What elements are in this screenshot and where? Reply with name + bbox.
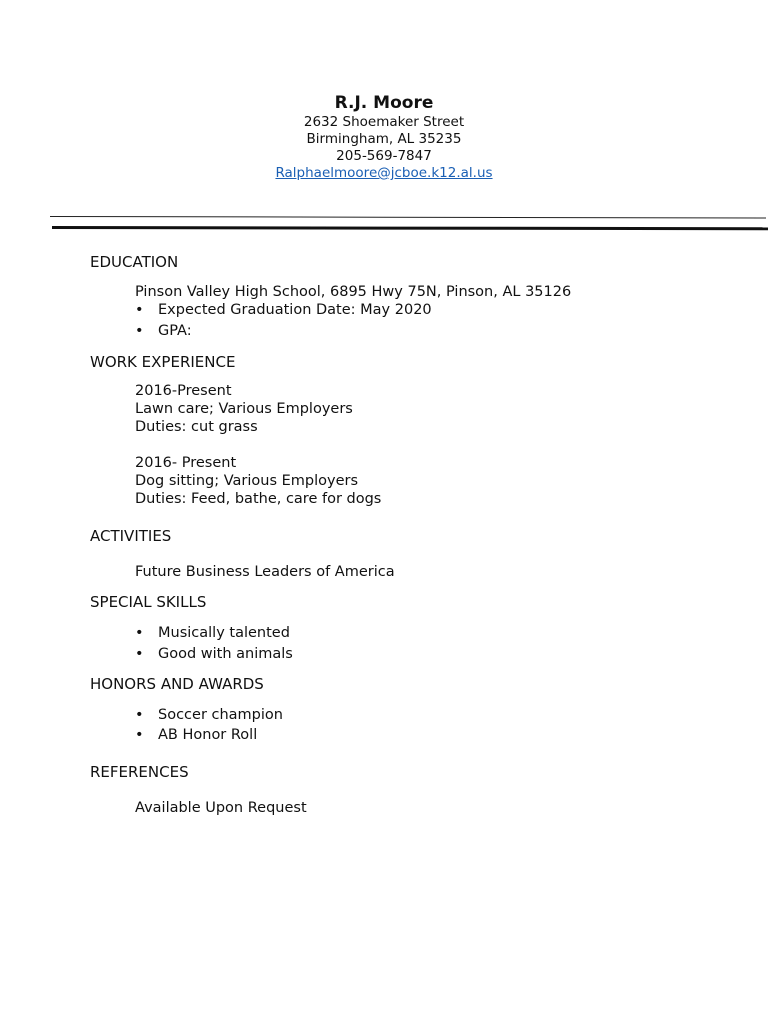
job-duties: Duties: cut grass	[135, 419, 258, 435]
section-heading-education: EDUCATION	[90, 253, 179, 271]
references-text: Available Upon Request	[135, 800, 307, 816]
job-title: Dog sitting; Various Employers	[135, 473, 359, 489]
divider-thick	[52, 226, 768, 230]
list-item-text: GPA:	[158, 323, 192, 339]
job-duties: Duties: Feed, bathe, care for dogs	[135, 491, 382, 507]
section-heading-work: WORK EXPERIENCE	[90, 353, 236, 371]
section-heading-activities: ACTIVITIES	[90, 527, 172, 545]
bullet: •	[135, 646, 144, 662]
section-heading-honors: HONORS AND AWARDS	[90, 675, 264, 693]
email-link[interactable]: Ralphaelmoore@jcboe.k12.al.us	[275, 165, 493, 181]
email-line	[0, 165, 768, 182]
list-item-text: Expected Graduation Date: May 2020	[158, 302, 432, 318]
list-item-text: Musically talented	[158, 625, 290, 641]
school-line: Pinson Valley High School, 6895 Hwy 75N, Pinson, AL 35126	[135, 284, 572, 300]
bullet: •	[135, 323, 144, 339]
section-heading-references: REFERENCES	[90, 763, 189, 781]
job-dates: 2016-Present	[135, 383, 232, 399]
phone-number: 205-569-7847	[336, 148, 432, 164]
street-address: 2632 Shoemaker Street	[303, 114, 465, 130]
city-state-zip: Birmingham, AL 35235	[306, 131, 462, 147]
resume-name: R.J. Moore	[334, 93, 434, 113]
list-item-text: Soccer champion	[158, 707, 283, 723]
activity-item: Future Business Leaders of America	[135, 564, 395, 580]
job-title: Lawn care; Various Employers	[135, 401, 353, 417]
list-item-text: AB Honor Roll	[158, 727, 258, 743]
divider-thin	[50, 216, 766, 218]
bullet: •	[135, 625, 144, 641]
bullet: •	[135, 302, 144, 318]
section-heading-skills: SPECIAL SKILLS	[90, 593, 207, 611]
list-item-text: Good with animals	[158, 646, 293, 662]
bullet: •	[135, 727, 144, 743]
job-dates: 2016- Present	[135, 455, 237, 471]
bullet: •	[135, 707, 144, 723]
